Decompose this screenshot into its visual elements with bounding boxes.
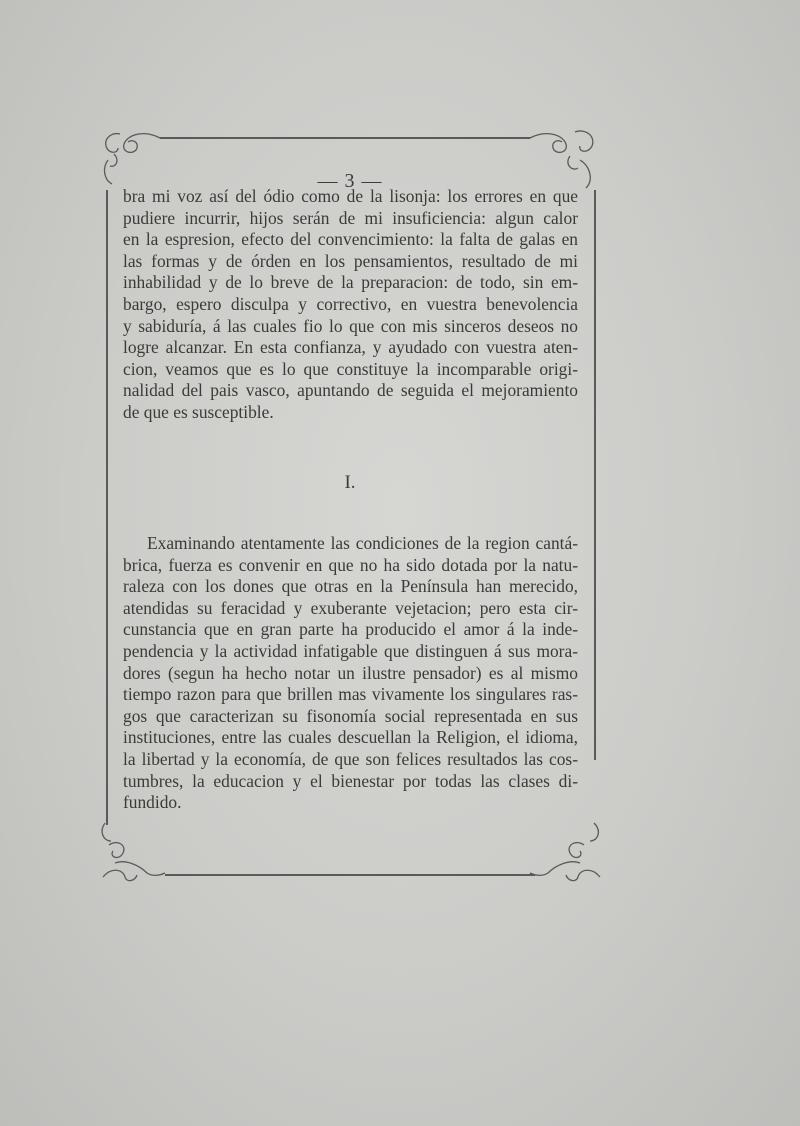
text-line: en la espresion, efecto del convencimiento: la falta de galas en — [123, 229, 578, 250]
text-line: dores (segun ha hecho notar un ilustre pensador) es al mismo — [123, 662, 578, 683]
text-line: tiempo razon para que brillen mas vivamente los singulares ras- — [123, 684, 578, 705]
corner-ornament-bottom-right — [520, 815, 610, 890]
text-line: instituciones, entre las cuales descuellan la Religion, el idioma, — [123, 727, 578, 748]
text-line: de que es susceptible. — [123, 401, 274, 422]
text-line: atendidas su feracidad y exuberante vejetacion; pero esta cir- — [123, 597, 578, 618]
paragraph-1 — [123, 186, 578, 424]
corner-ornament-bottom-left — [95, 815, 185, 890]
text-line: la libertad y la economía, de que son felices resultados las cos- — [123, 748, 578, 769]
text-line: cion, veamos que es lo que constituye la incomparable origi- — [123, 358, 578, 379]
text-line: gos que caracterizan su fisonomía social representada en sus — [123, 705, 578, 726]
text-line: tumbres, la educacion y el bienestar por todas las clases di- — [123, 770, 578, 791]
text-line: nalidad del pais vasco, apuntando de seguida el mejoramiento — [123, 380, 578, 401]
frame-left-rule — [106, 190, 108, 825]
text-line: bra mi voz así del ódio como de la lisonja: los errores en que — [123, 186, 578, 206]
text-line: Examinando atentamente las condiciones de la region cantá- — [147, 533, 578, 553]
text-line: cunstancia que en gran parte ha producido el amor á la inde- — [123, 619, 578, 640]
section-heading: I. — [344, 472, 356, 493]
text-line: y sabiduría, á las cuales fio lo que con mis sinceros deseos no — [123, 315, 578, 336]
text-line: raleza con los dones que otras en la Península han merecido, — [123, 576, 578, 597]
text-line: logre alcanzar. En esta confianza, y ayudado con vuestra aten- — [123, 337, 578, 358]
paragraph-2 — [123, 533, 578, 814]
text-line: brica, fuerza es convenir en que no ha sido dotada por la natu- — [123, 554, 578, 575]
frame-top-rule — [160, 137, 530, 139]
frame-bottom-rule — [165, 874, 535, 876]
page-number: — 3 — — [317, 170, 383, 192]
text-line: pudiere incurrir, hijos serán de mi insuficiencia: algun calor — [123, 207, 578, 228]
text-line: inhabilidad y de lo breve de la preparacion: de todo, sin em- — [123, 272, 578, 293]
text-line: las formas y de órden en los pensamientos, resultado de mi — [123, 250, 578, 271]
text-line: pendencia y la actividad infatigable que distinguen á sus mora- — [123, 640, 578, 661]
text-line: fundido. — [123, 792, 182, 813]
text-line: bargo, espero disculpa y correctivo, en vuestra benevolencia — [123, 293, 578, 314]
